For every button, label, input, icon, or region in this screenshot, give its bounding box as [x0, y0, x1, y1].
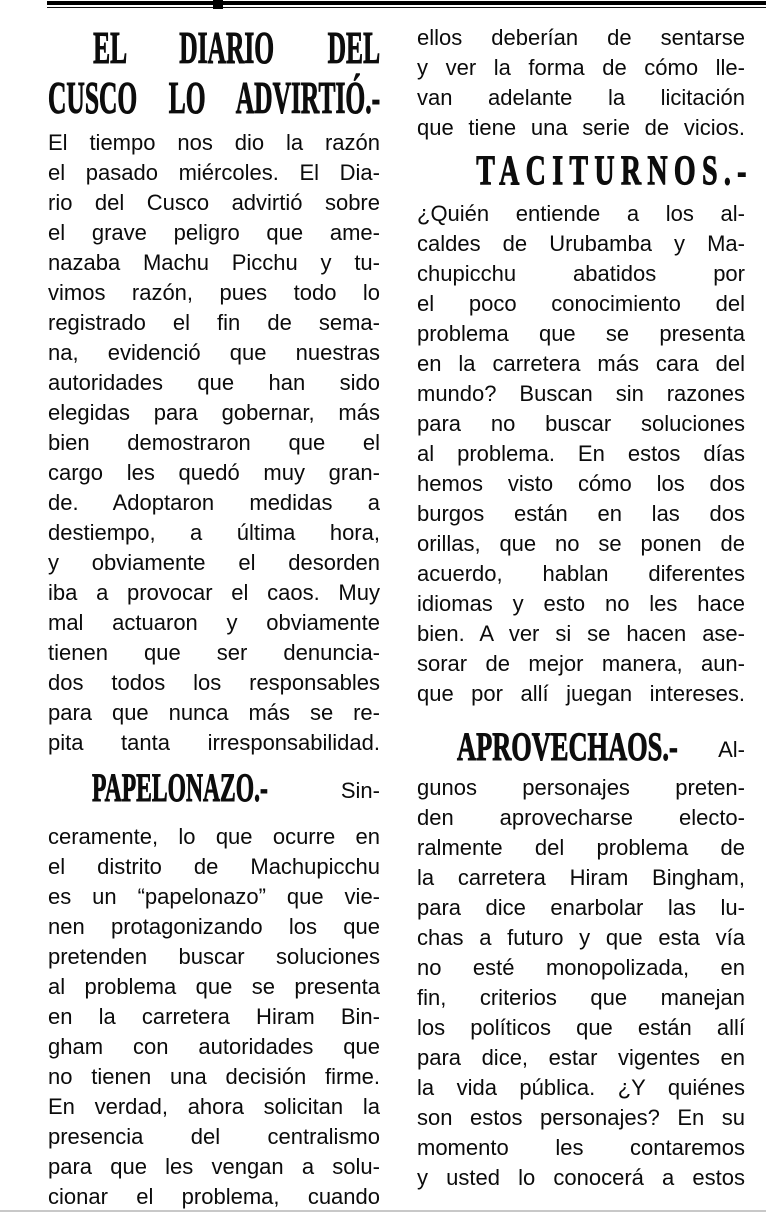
bottom-rule: [0, 1210, 766, 1212]
aprovechaos-lead-word: Al-: [718, 737, 745, 762]
text-line: registrado el fin de sema-: [48, 310, 380, 335]
headline-el-diario-del-cusco: [48, 24, 380, 125]
aprovechaos-heading: APROVECHAOS.-: [457, 724, 678, 769]
text-line: fin, criterios que manejan: [417, 985, 745, 1010]
text-line: momento les contaremos: [417, 1135, 745, 1160]
text-line: los políticos que están allí: [417, 1015, 745, 1040]
text-line: tienen que ser denuncia-: [48, 640, 380, 665]
text-line: para que les vengan a solu-: [48, 1154, 380, 1179]
text-line: que por allí juegan intereses.: [417, 681, 745, 706]
article-aprovechaos-body: [417, 773, 745, 1193]
text-line: mal actuaron y obviamente: [48, 610, 380, 635]
text-line: es un “papelonazo” que vie-: [48, 884, 380, 909]
text-line: y ver la forma de cómo lle-: [417, 55, 745, 80]
text-line: sorar de mejor manera, aun-: [417, 651, 745, 676]
text-line: iba a provocar el caos. Muy: [48, 580, 380, 605]
left-column: [48, 24, 380, 1212]
text-line: problema que se presenta: [417, 321, 745, 346]
text-line: al problema. En estos días: [417, 441, 745, 466]
text-line: el poco conocimiento del: [417, 291, 745, 316]
article-papelonazo-body: [48, 822, 380, 1212]
taciturnos-heading-line: [417, 145, 753, 199]
text-line: den aprovecharse electo-: [417, 805, 745, 830]
text-line: en la carretera Hiram Bin-: [48, 1004, 380, 1029]
text-line: van adelante la licitación: [417, 85, 745, 110]
text-line: pretenden buscar soluciones: [48, 944, 380, 969]
text-line: al problema que se presenta: [48, 974, 380, 999]
text-line: el pasado miércoles. El Dia-: [48, 160, 380, 185]
right-column: [417, 23, 753, 1193]
text-line: en la carretera más cara del: [417, 351, 745, 376]
papelonazo-heading-line: [48, 762, 380, 814]
text-line: ellos deberían de sentarse: [417, 25, 745, 50]
text-line: burgos están en las dos: [417, 501, 745, 526]
taciturnos-heading: TACITURNOS.-: [476, 146, 753, 194]
continuation-text: [417, 23, 745, 143]
text-line: para que nunca más se re-: [48, 700, 380, 725]
text-line: de. Adoptaron medidas a: [48, 490, 380, 515]
text-line: para dice enarbolar las lu-: [417, 895, 745, 920]
text-line: para dice, estar vigentes en: [417, 1045, 745, 1070]
article-taciturnos-body: [417, 199, 745, 709]
top-rule: [47, 1, 766, 5]
text-line: el grave peligro que ame-: [48, 220, 380, 245]
text-line: orillas, que no se ponen de: [417, 531, 745, 556]
text-line: ralmente del problema de: [417, 835, 745, 860]
text-line: El tiempo nos dio la razón: [48, 130, 380, 155]
text-line: para no buscar soluciones: [417, 411, 745, 436]
text-line: no tienen una decisión firme.: [48, 1064, 380, 1089]
text-line: la carretera Hiram Bingham,: [417, 865, 745, 890]
text-line: na, evidenció que nuestras: [48, 340, 380, 365]
text-line: y usted lo conocerá a estos: [417, 1165, 745, 1190]
text-line: bien demostraron que el: [48, 430, 380, 455]
text-line: rio del Cusco advirtió sobre: [48, 190, 380, 215]
text-line: chas a futuro y que esta vía: [417, 925, 745, 950]
article-el-diario-body: [48, 128, 380, 758]
text-line: chupicchu abatidos por: [417, 261, 745, 286]
top-rule-junction-mark: [213, 0, 223, 9]
text-line: son estos personajes? En su: [417, 1105, 745, 1130]
aprovechaos-heading-line: [417, 719, 745, 773]
text-line: En verdad, ahora solicitan la: [48, 1094, 380, 1119]
headline-line-1: EL DIARIO DEL: [93, 24, 381, 74]
text-line: ceramente, lo que ocurre en: [48, 824, 380, 849]
text-line: pita tanta irresponsabilidad.: [48, 730, 380, 755]
text-line: presencia del centralismo: [48, 1124, 380, 1149]
text-line: acuerdo, hablan diferentes: [417, 561, 745, 586]
text-line: elegidas para gobernar, más: [48, 400, 380, 425]
papelonazo-lead-word: Sin-: [340, 778, 380, 803]
text-line: bien. A ver si se hacen ase-: [417, 621, 745, 646]
text-line: gham con autoridades que: [48, 1034, 380, 1059]
text-line: nazaba Machu Picchu y tu-: [48, 250, 380, 275]
text-line: autoridades que han sido: [48, 370, 380, 395]
text-line: el distrito de Machupicchu: [48, 854, 380, 879]
text-line: cionar el problema, cuando: [48, 1184, 380, 1209]
text-line: vimos razón, pues todo lo: [48, 280, 380, 305]
text-line: destiempo, a última hora,: [48, 520, 380, 545]
text-line: y obviamente el desorden: [48, 550, 380, 575]
text-line: gunos personajes preten-: [417, 775, 745, 800]
papelonazo-heading: PAPELONAZO.-: [92, 765, 268, 810]
text-line: mundo? Buscan sin razones: [417, 381, 745, 406]
text-line: no esté monopolizada, en: [417, 955, 745, 980]
text-line: que tiene una serie de vicios.: [417, 115, 745, 140]
text-line: la vida pública. ¿Y quiénes: [417, 1075, 745, 1100]
text-line: hemos visto cómo los dos: [417, 471, 745, 496]
headline-line-2: CUSCO LO ADVIRTIÓ.-: [48, 74, 381, 124]
text-line: cargo les quedó muy gran-: [48, 460, 380, 485]
text-line: ¿Quién entiende a los al-: [417, 201, 745, 226]
text-line: dos todos los responsables: [48, 670, 380, 695]
text-line: idiomas y esto no les hace: [417, 591, 745, 616]
text-line: caldes de Urubamba y Ma-: [417, 231, 745, 256]
top-rule-hairline: [47, 7, 766, 8]
text-line: nen protagonizando los que: [48, 914, 380, 939]
